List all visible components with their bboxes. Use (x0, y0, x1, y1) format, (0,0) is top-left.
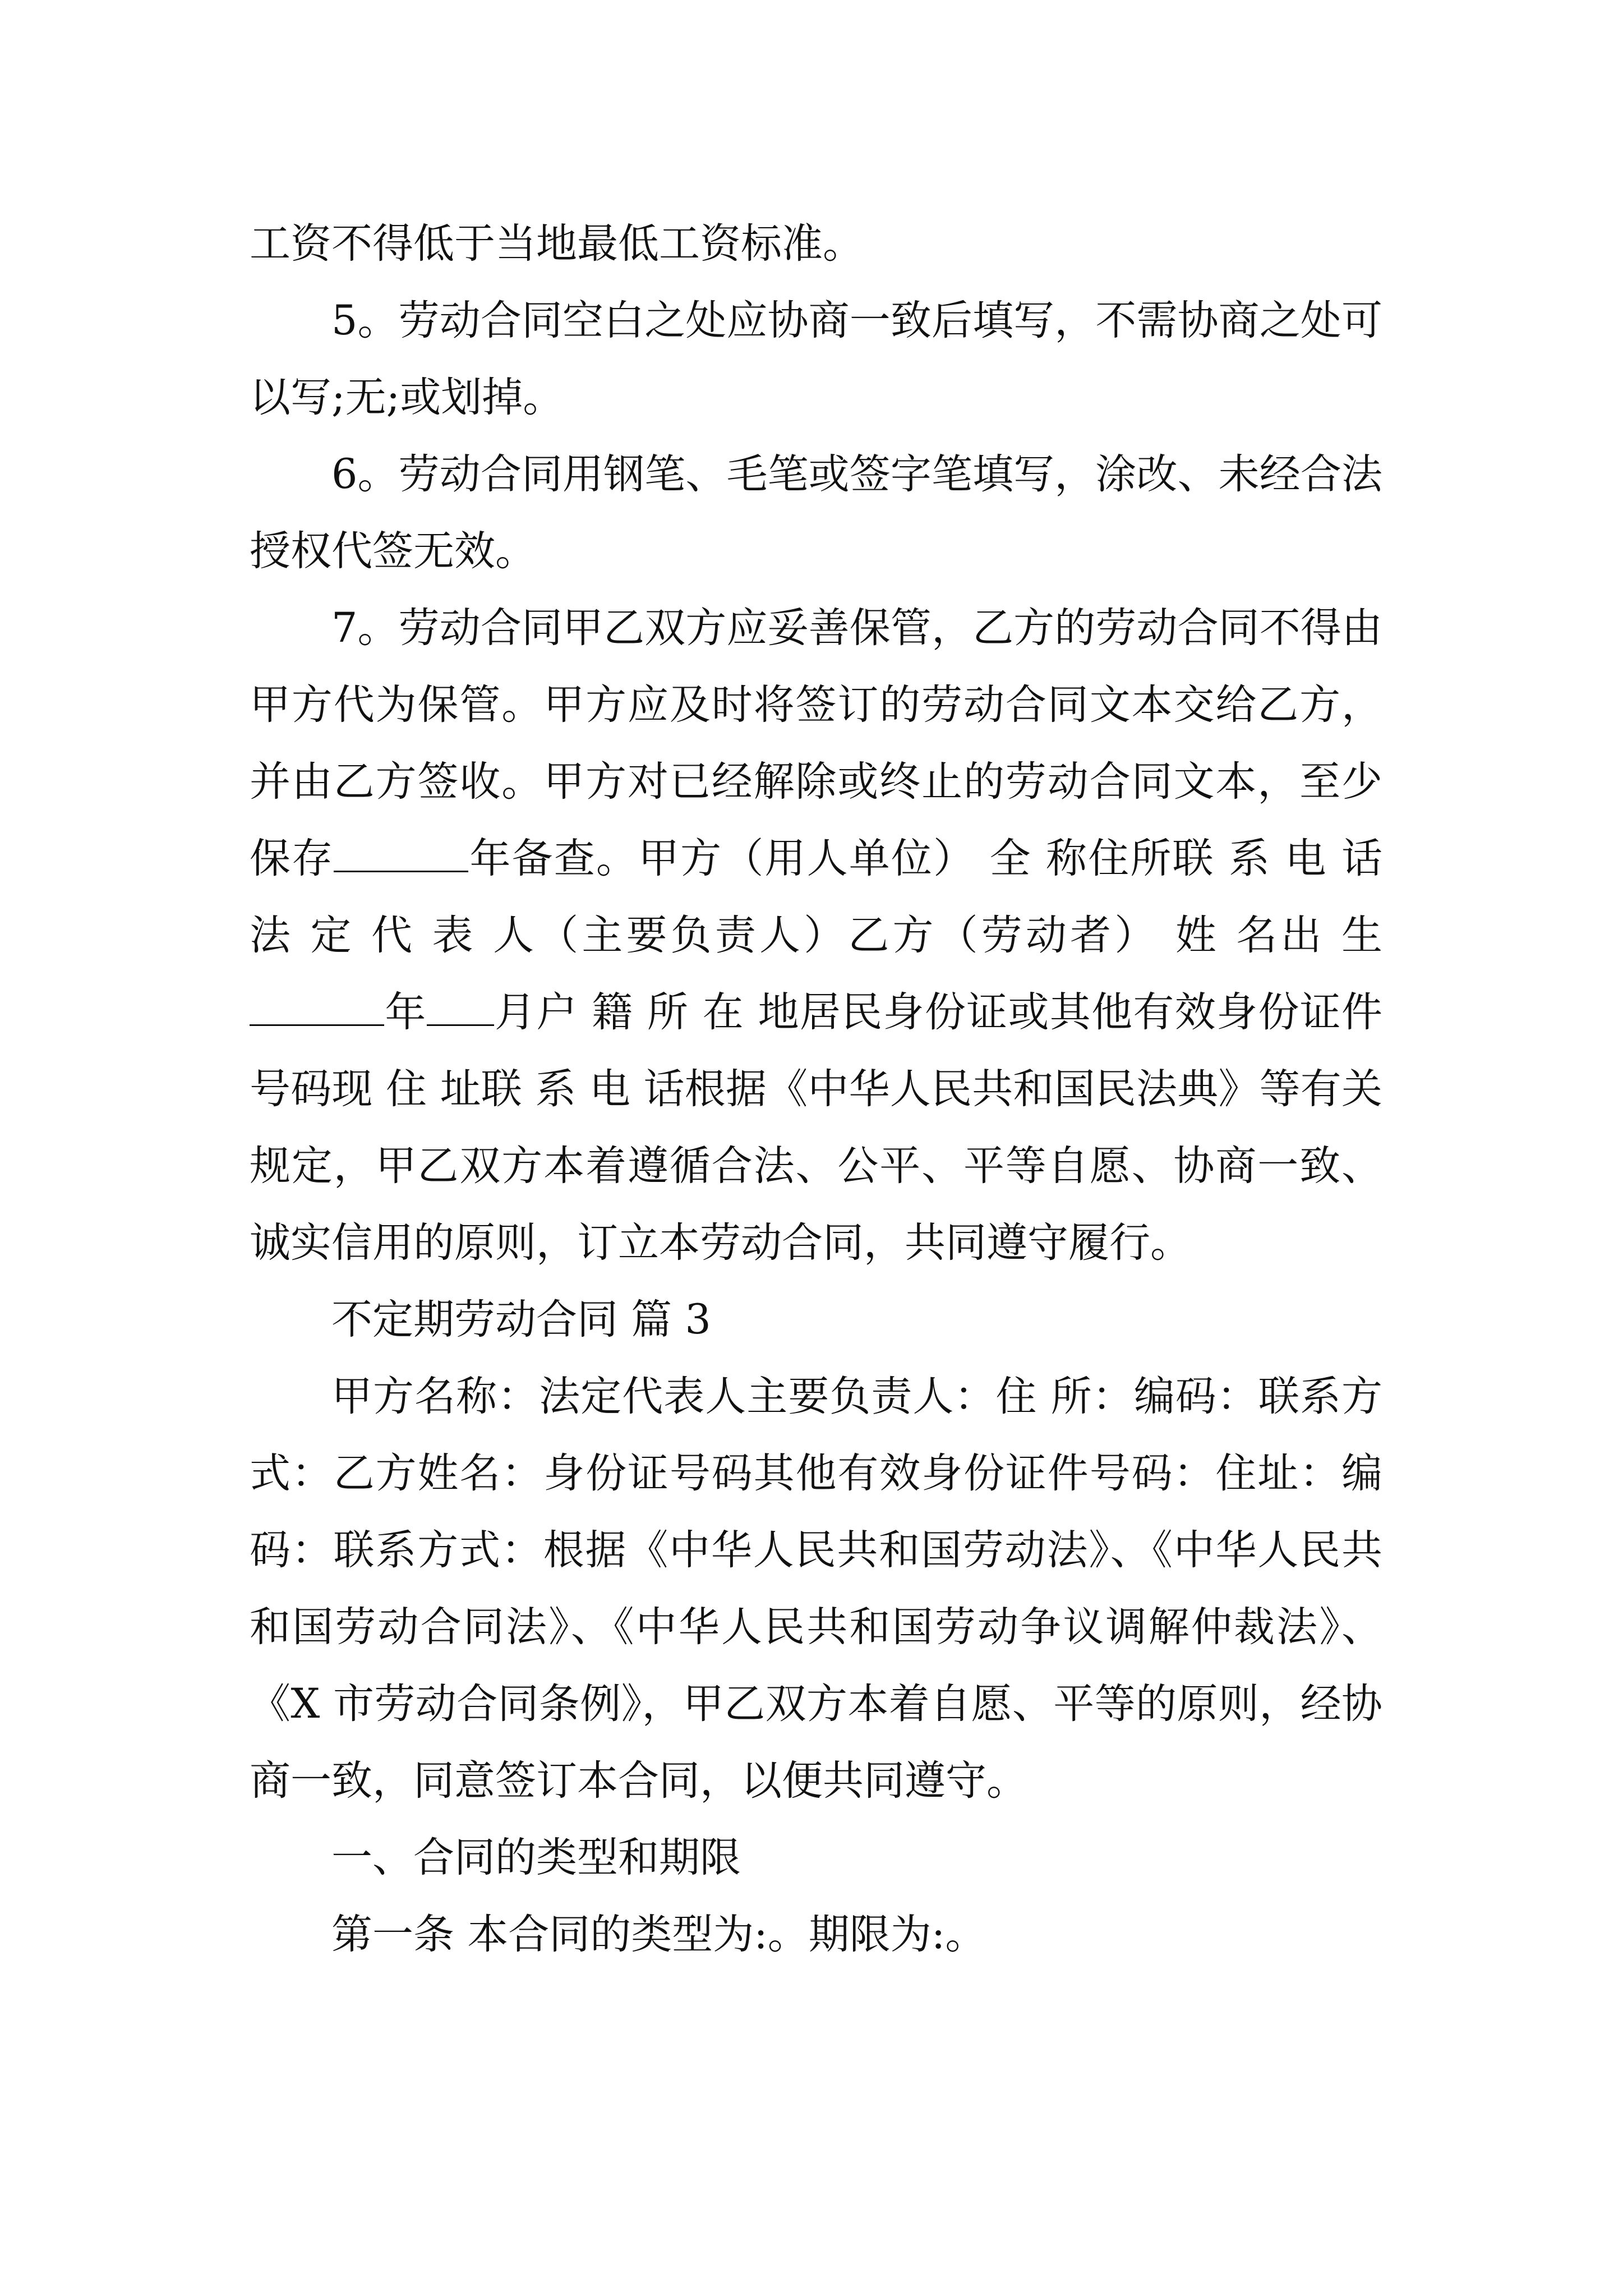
paragraph-item-7 (250, 590, 1382, 1281)
item-7-text-part3: 年 (384, 988, 427, 1036)
paragraph-item-5: 5。劳动合同空白之处应协商一致后填写，不需协商之处可以写;无;或划掉。 (250, 297, 1382, 421)
birth-month-blank (427, 986, 494, 1026)
item-7-text-part2: 年备查。甲方（用人单位） 全 称住所联 系 电 话法 定 代 表 人（主要负责人）乙方（劳动者） 姓 名出 生 (250, 835, 1382, 959)
item-7-text-part1: 7。劳动合同甲乙双方应妥善保管，乙方的劳动合同不得由甲方代为保管。甲方应及时将签订的劳动合同文本交给乙方，并由乙方签收。甲方对已经解除或终止的劳动合同文本，至少保存 (250, 604, 1382, 882)
paragraph-item-6: 6。劳动合同用钢笔、毛笔或签字笔填写，涂改、未经合法授权代签无效。 (250, 450, 1382, 575)
section-heading: 不定期劳动合同 篇 3 (331, 1296, 711, 1343)
item-7-text-part4: 月户 籍 所 在 地居民身份证或其他有效身份证件号码现 住 址联 系 电 话根据《中华人民共和国民法典》等有关规定，甲乙双方本着遵循合法、公平、平等自愿、协商一致、诚实信用的原则，订立本劳动合同，共同遵守履行。 (250, 988, 1383, 1267)
birth-year-blank (250, 986, 384, 1026)
chapter-heading: 一、合同的类型和期限 (331, 1834, 741, 1881)
paragraph-wage-standard: 工资不得低于当地最低工资标准。 (250, 220, 864, 268)
document-body (250, 205, 1382, 1973)
retention-years-blank (334, 832, 468, 872)
paragraph-parties: 甲方名称：法定代表人主要负责人：住 所：编码：联系方式：乙方姓名：身份证号码其他有效身份证件号码：住址：编码：联系方式：根据《中华人民共和国劳动法》、《中华人民共和国劳动合同法》、《中华人民共和国劳动争议调解仲裁法》、《X 市劳动合同条例》，甲乙双方本着自愿、平等的原则，经协商一致，同意签订本合同，以便共同遵守。 (250, 1373, 1382, 1805)
article-1: 第一条 本合同的类型为:。期限为:。 (331, 1911, 986, 1958)
